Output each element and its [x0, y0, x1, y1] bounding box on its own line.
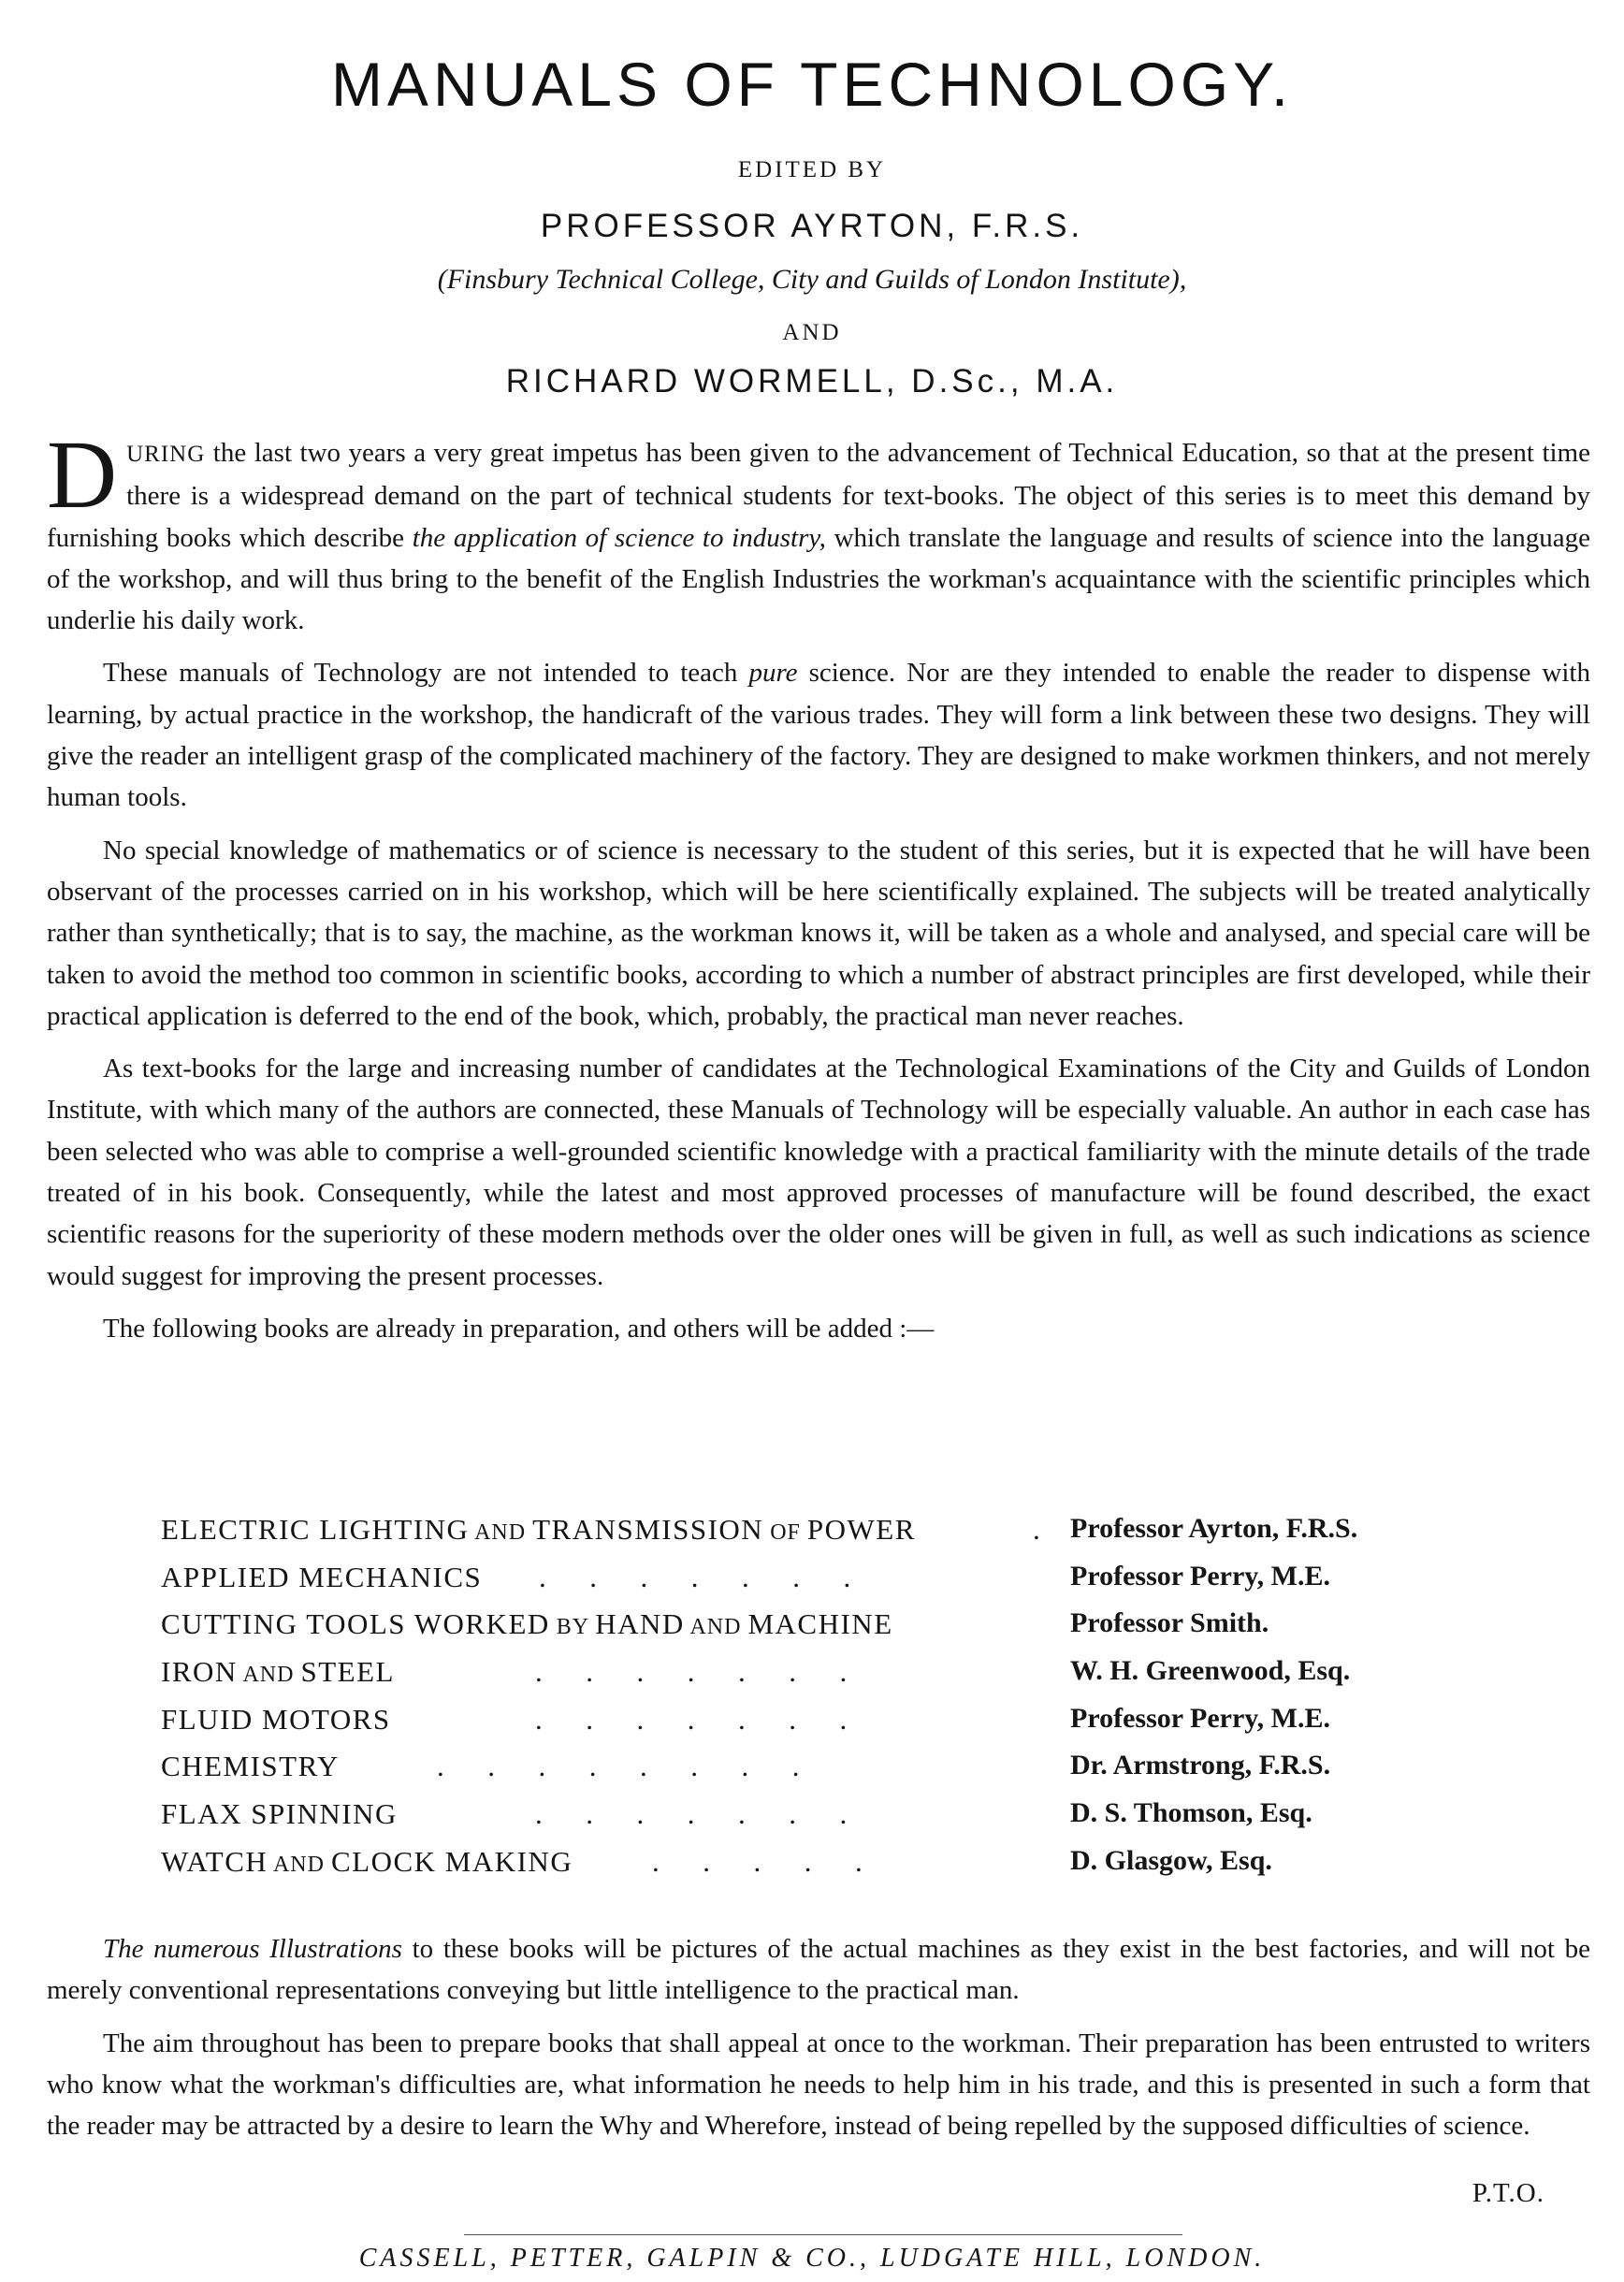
intro-paragraph-3: No special knowledge of mathematics or of science is necessary to the student of this series, but it is expected that he will have been observant of the processes carried on in his workshop, which will be here scientifically explained. The subjects will be treated analytically rather than synthetically; that is to say, the machine, as the workman knows it, will be taken as a whole and analysed, and special care will be taken to avoid the method too common in scientific books, according to which a number of abstract principles are first developed, while their practical application is deferred to the end of the book, which, probably, the practical man never reaches.	[47, 835, 1590, 1031]
intro-paragraph-5: The following books are already in preparation, and others will be added :—	[103, 1313, 935, 1344]
book-author: Professor Perry, M.E.	[1070, 1702, 1330, 1734]
book-row	[161, 1607, 1527, 1655]
book-row	[161, 1797, 1527, 1845]
leader-dots: . . . . . . .	[535, 1797, 848, 1831]
book-row	[161, 1655, 1527, 1703]
book-author: D. Glasgow, Esq.	[1070, 1844, 1272, 1876]
leader-dots: . . . . . . .	[539, 1560, 851, 1593]
leader-dots: .	[1033, 1513, 1040, 1546]
intro-paragraph-2: These manuals of Technology are not intended to teach pure science. Nor are they intended to enable the reader to dispense with learning, by actual practice in the workshop, the handicraft of the various trades. They will form a link between these two designs. They will give the reader an intelligent grasp of the complicated machinery of the factory. They are designed to make workmen thinkers, and not merely human tools.	[47, 658, 1590, 813]
leader-dots: . . . . . . .	[535, 1702, 848, 1736]
pure-word: pure	[748, 658, 798, 689]
book-row	[161, 1561, 1527, 1608]
book-author: Professor Smith.	[1070, 1607, 1269, 1639]
editor-affiliation: (Finsbury Technical College, City and Guilds of London Institute),	[437, 264, 1187, 295]
page-title: MANUALS OF TECHNOLOGY.	[330, 50, 1294, 119]
book-title: CUTTING TOOLS WORKED BY HAND AND MACHINE	[161, 1607, 893, 1641]
editor-wormell: RICHARD WORMELL, D.Sc., M.A.	[505, 363, 1119, 400]
intro-paragraph-1: DURING the last two years a very great impetus has been given to the advancement of Technical Education, so that at the present time there is a widespread demand on the part of technical students for text-books. The object of this series is to meet this demand by furnishing books which describe the application of science to industry, which translate the language and results of science into the language of the workshop, and will thus bring to the benefit of the English Industries the workman's acquaintance with the scientific principles which underlie his daily work.	[47, 421, 1590, 636]
book-title: FLUID MOTORS	[161, 1702, 391, 1736]
closing-paragraph-2: The aim throughout has been to prepare books that shall appeal at once to the workman. Their preparation has been entrusted to writers who know what the workman's difficulties are, what information he needs to help him in his trade, and this is presented in such a form that the reader may be attracted by a desire to learn the Why and Wherefore, instead of being repelled by the supposed difficulties of science.	[47, 2028, 1590, 2142]
book-row	[161, 1845, 1527, 1893]
intro-text	[47, 421, 1590, 1360]
leader-dots: . . . . .	[652, 1844, 863, 1878]
application-of-science-phrase: the application of science to industry,	[412, 522, 826, 553]
closing-paragraph-1: The numerous Illustrations to these books will be pictures of the actual machines as they exist in the best factories, and will not be merely conventional representations conveying but little intelligence to the practical man.	[47, 1934, 1591, 2006]
book-title: CHEMISTRY	[161, 1750, 340, 1783]
closing-text	[47, 1928, 1590, 2158]
leader-dots: . . . . . . .	[535, 1655, 848, 1689]
book-title: FLAX SPINNING	[161, 1797, 398, 1831]
book-row	[161, 1703, 1527, 1751]
book-title: IRON AND STEEL	[161, 1655, 395, 1689]
and-line: AND	[782, 320, 842, 345]
leader-dots: . . . . . . . .	[437, 1750, 800, 1783]
book-author: Professor Perry, M.E.	[1070, 1560, 1330, 1592]
editor-ayrton: PROFESSOR AYRTON, F.R.S.	[540, 208, 1084, 244]
edited-by-line: EDITED BY	[737, 157, 887, 182]
book-author: Dr. Armstrong, F.R.S.	[1070, 1750, 1331, 1781]
illustrations-phrase: The numerous Illustrations	[103, 1934, 402, 1964]
book-row	[161, 1513, 1527, 1561]
book-author: W. H. Greenwood, Esq.	[1070, 1655, 1351, 1687]
first-word-rest: URING	[126, 442, 206, 467]
intro-paragraph-4: As text-books for the large and increasing number of candidates at the Technological Examinations of the City and Guilds of London Institute, with which many of the authors are connected, these Manuals of Technology will be especially valuable. An author in each case has been selected who was able to comprise a well-grounded scientific knowledge with a practical familiarity with the minute details of the trade treated of in his book. Consequently, while the latest and most approved processes of manufacture will be found described, the exact scientific reasons for the superiority of these modern methods over the older ones will be given in full, as well as such indications as science would suggest for improving the present processes.	[47, 1054, 1590, 1291]
book-row	[161, 1750, 1527, 1797]
drop-cap: D	[47, 421, 118, 529]
books-list	[161, 1513, 1527, 1893]
book-title: WATCH AND CLOCK MAKING	[161, 1844, 573, 1878]
publisher-imprint: CASSELL, PETTER, GALPIN & CO., LUDGATE HILL, LONDON.	[358, 2244, 1266, 2273]
book-title: APPLIED MECHANICS	[161, 1560, 483, 1593]
book-title: ELECTRIC LIGHTING AND TRANSMISSION OF POWER	[161, 1513, 916, 1546]
book-author: Professor Ayrton, F.R.S.	[1070, 1513, 1358, 1544]
pto-note: P.T.O.	[1472, 2178, 1544, 2208]
book-author: D. S. Thomson, Esq.	[1070, 1797, 1312, 1829]
footer-rule	[464, 2234, 1182, 2235]
